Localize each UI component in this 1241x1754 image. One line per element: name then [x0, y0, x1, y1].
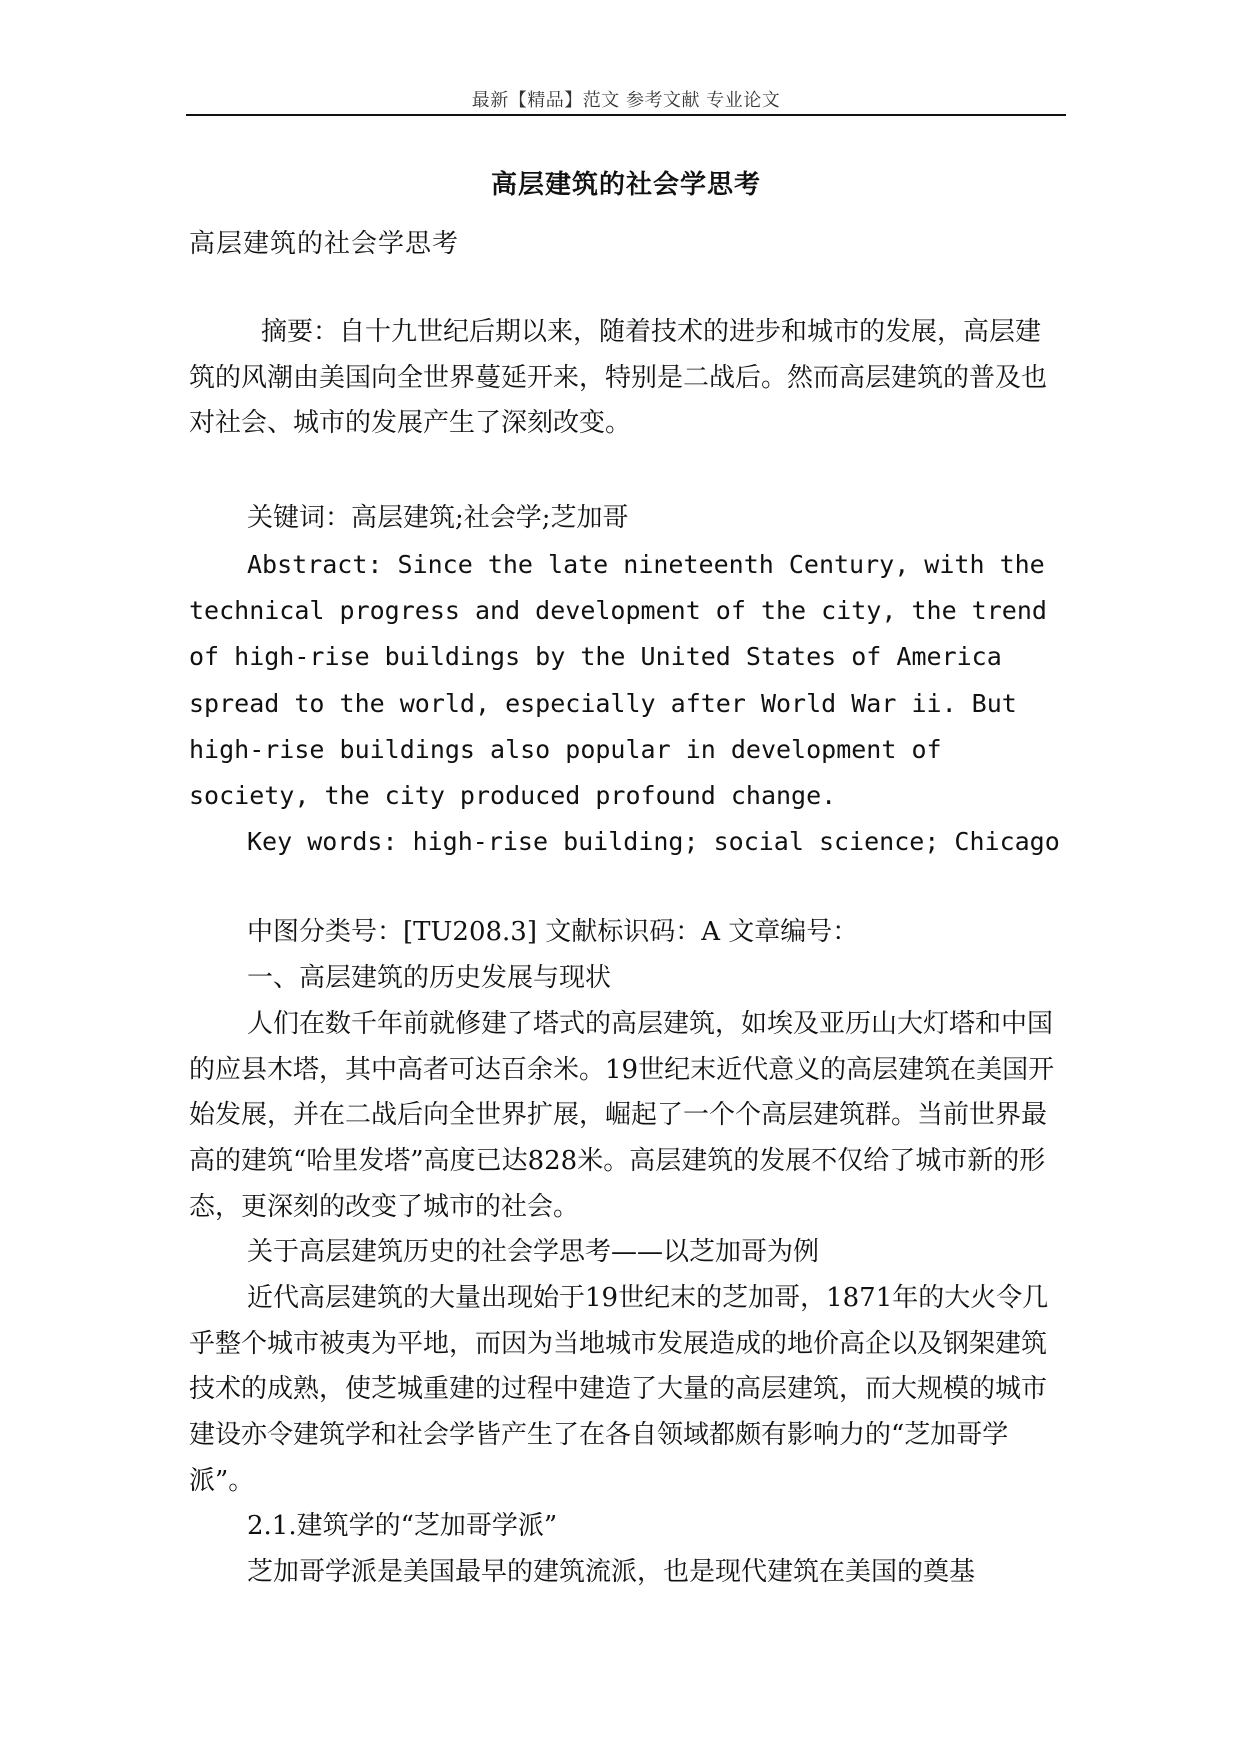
abstract-chinese: 摘要：自十九世纪后期以来，随着技术的进步和城市的发展，高层建筑的风潮由美国向全世界蔓延开来，特别是二战后。然而高层建筑的普及也对社会、城市的发展产生了深刻改变。 [189, 317, 1048, 439]
section-heading-history: 一、高层建筑的历史发展与现状 [247, 963, 612, 993]
page-header: 最新【精品】范文 参考文献 专业论文 [471, 90, 781, 111]
section-body-sociology: 近代高层建筑的大量出现始于19世纪末的芝加哥，1871年的大火令几乎整个城市被夷为平地，而因为当地城市发展造成的地价高企以及钢架建筑技术的成熟，使芝城重建的过程中建造了大量的高层建筑，而大规模的城市建设亦令建筑学和社会学皆产生了在各自领域都颇有影响力的“芝加哥学派”。 [189, 1283, 1049, 1496]
keywords-chinese: 关键词：高层建筑;社会学;芝加哥 [247, 503, 629, 533]
section-heading-chicago-school: 2.1.建筑学的“芝加哥学派” [247, 1511, 558, 1541]
classification-line: 中图分类号：[TU208.3] 文献标识码：A 文章编号： [247, 917, 859, 947]
section-heading-sociology: 关于高层建筑历史的社会学思考——以芝加哥为例 [247, 1237, 820, 1267]
header-divider [186, 114, 1066, 116]
abstract-english: Abstract: Since the late nineteenth Century, with the technical progress and development of the city, the trend of high-rise buildings by the United States of America spread to the world, especially after World War ii. But high-rise buildings also popular in development of society, the city produced profound change. [189, 550, 1047, 811]
section-body-chicago-school: 芝加哥学派是美国最早的建筑流派，也是现代建筑在美国的奠基 [247, 1557, 976, 1587]
keywords-english: Key words: high-rise building; social science; Chicago [247, 827, 1060, 856]
document-title: 高层建筑的社会学思考 [490, 170, 761, 200]
section-body-history: 人们在数千年前就修建了塔式的高层建筑，如埃及亚历山大灯塔和中国的应县木塔，其中高者可达百余米。19世纪末近代意义的高层建筑在美国开始发展，并在二战后向全世界扩展，崛起了一个个高层建筑群。当前世界最高的建筑“哈里发塔”高度已达828米。高层建筑的发展不仅给了城市新的形态，更深刻的改变了城市的社会。 [189, 1009, 1055, 1222]
document-subtitle: 高层建筑的社会学思考 [189, 229, 460, 259]
